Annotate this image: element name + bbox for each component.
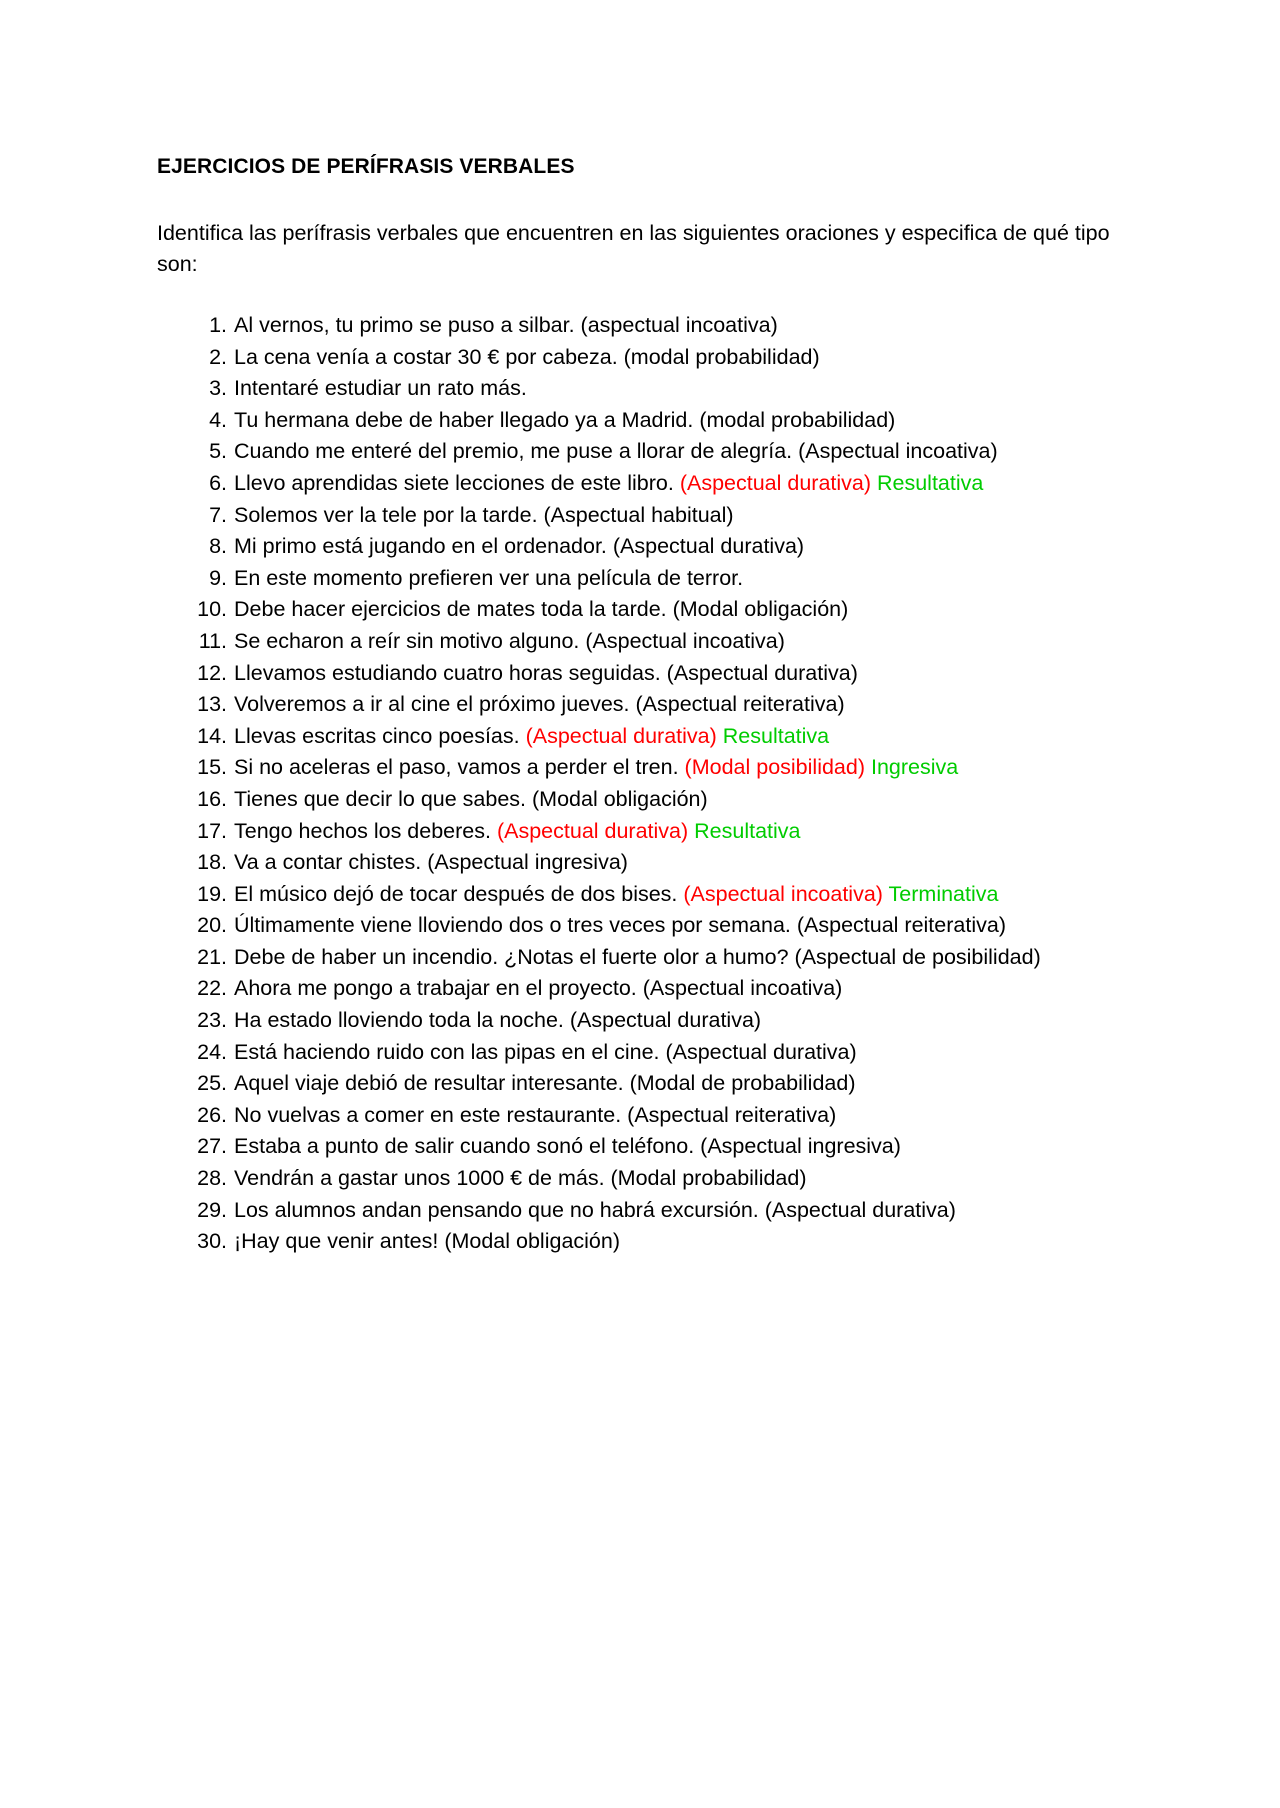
exercise-number: 3. xyxy=(209,376,227,401)
exercise-number: 20. xyxy=(197,913,227,938)
exercise-list xyxy=(157,310,1157,1258)
exercise-body xyxy=(234,847,628,879)
exercise-sentence: ¡Hay que venir antes! (Modal obligación) xyxy=(234,1229,621,1254)
exercise-body xyxy=(234,879,998,911)
exercise-item xyxy=(157,594,1157,626)
exercise-item xyxy=(157,816,1157,848)
exercise-body xyxy=(234,658,858,690)
exercise-sentence: Mi primo está jugando en el ordenador. (Aspectual durativa) xyxy=(234,534,805,559)
exercise-body xyxy=(234,1068,856,1100)
exercise-item xyxy=(157,910,1157,942)
exercise-item xyxy=(157,1100,1157,1132)
exercise-item xyxy=(157,1068,1157,1100)
exercise-item xyxy=(157,752,1157,784)
exercise-body xyxy=(234,531,804,563)
exercise-body xyxy=(234,342,820,374)
instructions-paragraph: Identifica las perífrasis verbales que encuentren en las siguientes oraciones y especifica de qué tipo son: xyxy=(157,221,1110,276)
exercise-body xyxy=(234,310,778,342)
exercise-number: 27. xyxy=(197,1134,227,1159)
exercise-item xyxy=(157,405,1157,437)
exercise-body xyxy=(234,1131,901,1163)
exercise-body xyxy=(234,1037,857,1069)
exercise-item xyxy=(157,942,1157,974)
exercise-body xyxy=(234,1195,956,1227)
exercise-number: 1. xyxy=(209,313,227,337)
exercise-sentence: Al vernos, tu primo se puso a silbar. (aspectual incoativa) xyxy=(234,313,778,337)
page-title: EJERCICIOS DE PERÍFRASIS VERBALES xyxy=(157,155,575,178)
exercise-sentence: Estaba a punto de salir cuando sonó el teléfono. (Aspectual ingresiva) xyxy=(234,1134,901,1159)
exercise-body xyxy=(234,816,801,848)
exercise-item xyxy=(157,468,1157,500)
exercise-number: 22. xyxy=(197,976,227,1001)
exercise-number: 25. xyxy=(197,1071,227,1096)
exercise-body xyxy=(234,373,527,405)
exercise-body xyxy=(234,1226,620,1258)
exercise-answer: Terminativa xyxy=(882,881,999,906)
exercise-body xyxy=(234,626,785,658)
exercise-body xyxy=(234,752,958,784)
exercise-item xyxy=(157,436,1157,468)
exercise-number: 26. xyxy=(197,1102,227,1127)
exercise-sentence: Intentaré estudiar un rato más. xyxy=(234,376,527,401)
exercise-sentence: Debe de haber un incendio. ¿Notas el fuerte olor a humo? (Aspectual de posibilidad) xyxy=(234,944,1041,969)
exercise-answer: Resultativa xyxy=(716,723,830,748)
exercise-sentence: Llevamos estudiando cuatro horas seguidas. (Aspectual durativa) xyxy=(234,660,858,685)
exercise-item xyxy=(157,658,1157,690)
exercise-sentence: Volveremos a ir al cine el próximo jueves. (Aspectual reiterativa) xyxy=(234,692,845,717)
exercise-sentence: Se echaron a reír sin motivo alguno. (Aspectual incoativa) xyxy=(234,628,785,653)
exercise-number: 28. xyxy=(197,1166,227,1191)
exercise-item xyxy=(157,973,1157,1005)
exercise-item xyxy=(157,721,1157,753)
exercise-item xyxy=(157,310,1157,342)
exercise-correction: (Aspectual durativa) xyxy=(525,723,717,748)
exercise-body xyxy=(234,910,1006,942)
exercise-body xyxy=(234,973,842,1005)
exercise-number: 19. xyxy=(197,881,227,906)
exercise-number: 2. xyxy=(209,344,227,369)
exercise-correction: (Aspectual durativa) xyxy=(496,818,689,843)
exercise-answer: Ingresiva xyxy=(865,755,959,780)
exercise-body xyxy=(234,1005,761,1037)
exercise-number: 13. xyxy=(197,692,227,717)
exercise-body xyxy=(234,1163,807,1195)
exercise-item xyxy=(157,1005,1157,1037)
exercise-correction: (Aspectual incoativa) xyxy=(683,881,883,906)
exercise-sentence: En este momento prefieren ver una película de terror. xyxy=(234,565,744,590)
exercise-item xyxy=(157,1163,1157,1195)
exercise-sentence: Ha estado lloviendo toda la noche. (Aspectual durativa) xyxy=(234,1008,762,1033)
exercise-body xyxy=(234,721,829,753)
exercise-sentence: Va a contar chistes. (Aspectual ingresiva) xyxy=(234,850,628,875)
exercise-item xyxy=(157,626,1157,658)
exercise-number: 15. xyxy=(197,755,227,780)
exercise-body xyxy=(234,500,734,532)
exercise-number: 5. xyxy=(209,439,227,464)
exercise-item xyxy=(157,342,1157,374)
exercise-body xyxy=(234,468,983,500)
exercise-sentence: Últimamente viene lloviendo dos o tres veces por semana. (Aspectual reiterativa) xyxy=(234,913,1006,938)
exercise-sentence: Llevas escritas cinco poesías. xyxy=(234,723,526,748)
exercise-number: 23. xyxy=(197,1008,227,1033)
exercise-body xyxy=(234,563,743,595)
exercise-number: 9. xyxy=(209,565,227,590)
exercise-item xyxy=(157,1226,1157,1258)
exercise-number: 18. xyxy=(197,850,227,875)
exercise-body xyxy=(234,594,848,626)
exercise-sentence: Debe hacer ejercicios de mates toda la tarde. (Modal obligación) xyxy=(234,597,849,622)
exercise-sentence: La cena venía a costar 30 € por cabeza. (modal probabilidad) xyxy=(234,344,820,369)
exercise-number: 4. xyxy=(209,407,227,432)
exercise-sentence: Vendrán a gastar unos 1000 € de más. (Modal probabilidad) xyxy=(234,1166,807,1191)
exercise-body xyxy=(234,1100,836,1132)
exercise-sentence: Tu hermana debe de haber llegado ya a Madrid. (modal probabilidad) xyxy=(234,407,896,432)
exercise-sentence: Tengo hechos los deberes. xyxy=(234,818,497,843)
exercise-item xyxy=(157,784,1157,816)
exercise-item xyxy=(157,1037,1157,1069)
exercise-item xyxy=(157,1195,1157,1227)
exercise-sentence: Cuando me enteré del premio, me puse a llorar de alegría. (Aspectual incoativa) xyxy=(234,439,998,464)
exercise-number: 7. xyxy=(209,502,227,527)
exercise-sentence: Está haciendo ruido con las pipas en el cine. (Aspectual durativa) xyxy=(234,1039,857,1064)
exercise-number: 10. xyxy=(197,597,227,622)
exercise-item xyxy=(157,531,1157,563)
exercise-number: 6. xyxy=(209,470,227,495)
exercise-item xyxy=(157,373,1157,405)
exercise-number: 11. xyxy=(198,628,227,653)
exercise-item xyxy=(157,879,1157,911)
exercise-sentence: Aquel viaje debió de resultar interesante. (Modal de probabilidad) xyxy=(234,1071,856,1096)
exercise-body xyxy=(234,942,1041,974)
exercise-sentence: Llevo aprendidas siete lecciones de este libro. xyxy=(234,470,680,495)
exercise-answer: Resultativa xyxy=(871,470,984,495)
exercise-number: 21. xyxy=(197,944,227,969)
exercise-number: 14. xyxy=(197,723,227,748)
exercise-sentence: Tienes que decir lo que sabes. (Modal obligación) xyxy=(234,786,708,811)
exercise-body xyxy=(234,784,708,816)
exercise-number: 29. xyxy=(197,1197,227,1222)
exercise-sentence: Si no aceleras el paso, vamos a perder el tren. xyxy=(234,755,685,780)
exercise-number: 24. xyxy=(197,1039,227,1064)
exercise-answer: Resultativa xyxy=(688,818,801,843)
exercise-body xyxy=(234,689,845,721)
exercise-correction: (Aspectual durativa) xyxy=(679,470,872,495)
exercise-item xyxy=(157,847,1157,879)
exercise-sentence: Los alumnos andan pensando que no habrá excursión. (Aspectual durativa) xyxy=(234,1197,956,1222)
exercise-item xyxy=(157,563,1157,595)
exercise-number: 12. xyxy=(197,660,227,685)
exercise-number: 16. xyxy=(197,786,227,811)
exercise-number: 17. xyxy=(197,818,227,843)
exercise-item xyxy=(157,689,1157,721)
exercise-sentence: Ahora me pongo a trabajar en el proyecto. (Aspectual incoativa) xyxy=(234,976,843,1001)
exercise-correction: (Modal posibilidad) xyxy=(684,755,865,780)
exercise-number: 8. xyxy=(209,534,227,559)
exercise-item xyxy=(157,500,1157,532)
exercise-sentence: El músico dejó de tocar después de dos bises. xyxy=(234,881,684,906)
exercise-sentence: No vuelvas a comer en este restaurante. (Aspectual reiterativa) xyxy=(234,1102,837,1127)
exercise-sentence: Solemos ver la tele por la tarde. (Aspectual habitual) xyxy=(234,502,734,527)
exercise-body xyxy=(234,436,998,468)
exercise-number: 30. xyxy=(197,1229,227,1254)
exercise-item xyxy=(157,1131,1157,1163)
exercise-body xyxy=(234,405,895,437)
